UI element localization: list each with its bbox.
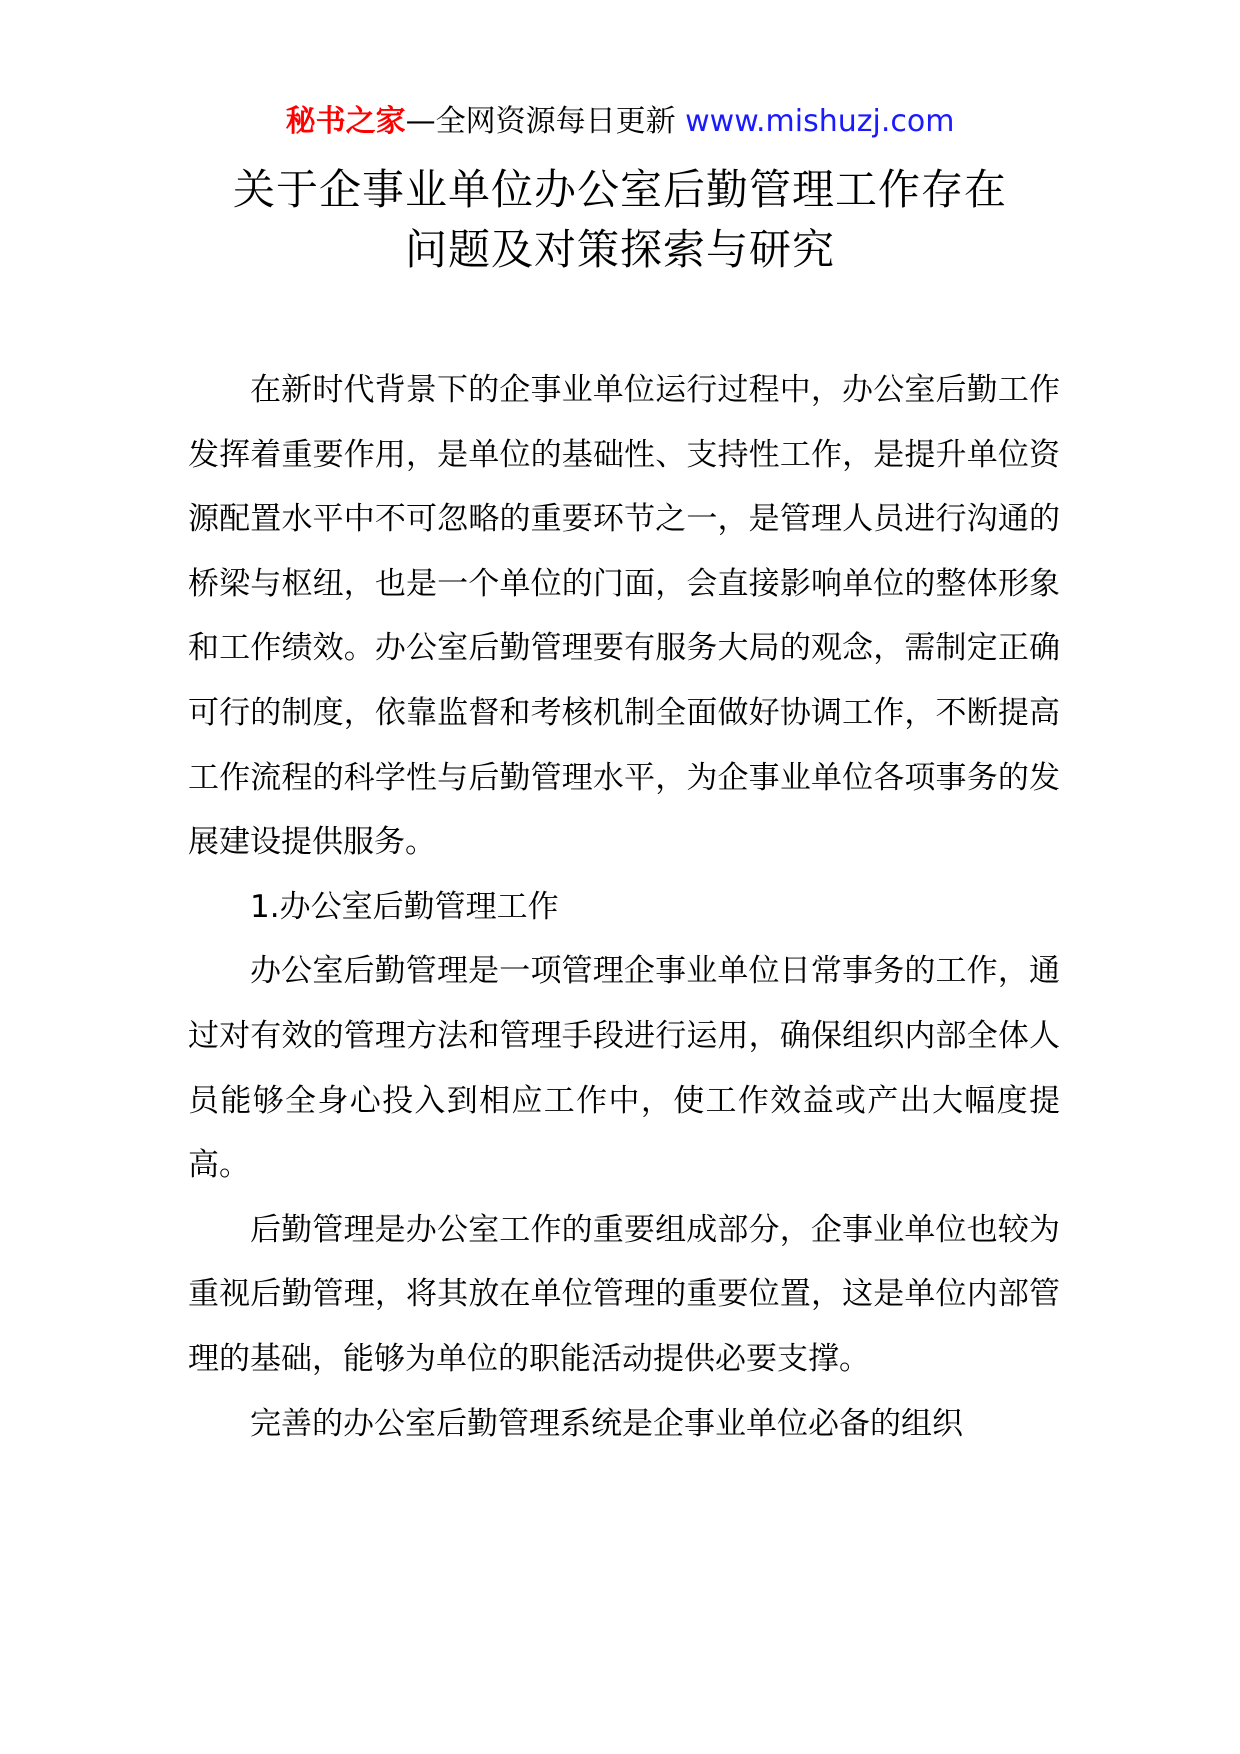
title-line-1: 关于企事业单位办公室后勤管理工作存在 <box>232 165 1007 214</box>
header-tagline: —全网资源每日更新 <box>405 104 676 139</box>
paragraph: 后勤管理是办公室工作的重要组成部分，企事业单位也较为重视后勤管理，将其放在单位管理的重要位置，这是单位内部管理的基础，能够为单位的职能活动提供必要支撑。 <box>188 1211 1060 1377</box>
site-header <box>0 102 1240 142</box>
document-body <box>188 358 1060 1456</box>
section-heading-1: 1.办公室后勤管理工作 <box>250 888 559 925</box>
title-line-2: 问题及对策探索与研究 <box>404 225 835 274</box>
paragraph-intro: 在新时代背景下的企事业单位运行过程中，办公室后勤工作发挥着重要作用，是单位的基础性、支持性工作，是提升单位资源配置水平中不可忽略的重要环节之一，是管理人员进行沟通的桥梁与枢纽，也是一个单位的门面，会直接影响单位的整体形象和工作绩效。办公室后勤管理要有服务大局的观念，需制定正确可行的制度，依靠监督和考核机制全面做好协调工作，不断提高工作流程的科学性与后勤管理水平，为企事业单位各项事务的发展建设提供服务。 <box>188 372 1060 861</box>
site-url-link[interactable]: www.mishuzj.com <box>685 104 955 139</box>
paragraph: 办公室后勤管理是一项管理企事业单位日常事务的工作，通过对有效的管理方法和管理手段进行运用，确保组织内部全体人员能够全身心投入到相应工作中，使工作效益或产出大幅度提高。 <box>188 953 1060 1184</box>
paragraph: 完善的办公室后勤管理系统是企事业单位必备的组织 <box>250 1405 963 1442</box>
document-title <box>150 160 1090 280</box>
brand-name: 秘书之家 <box>285 104 406 139</box>
